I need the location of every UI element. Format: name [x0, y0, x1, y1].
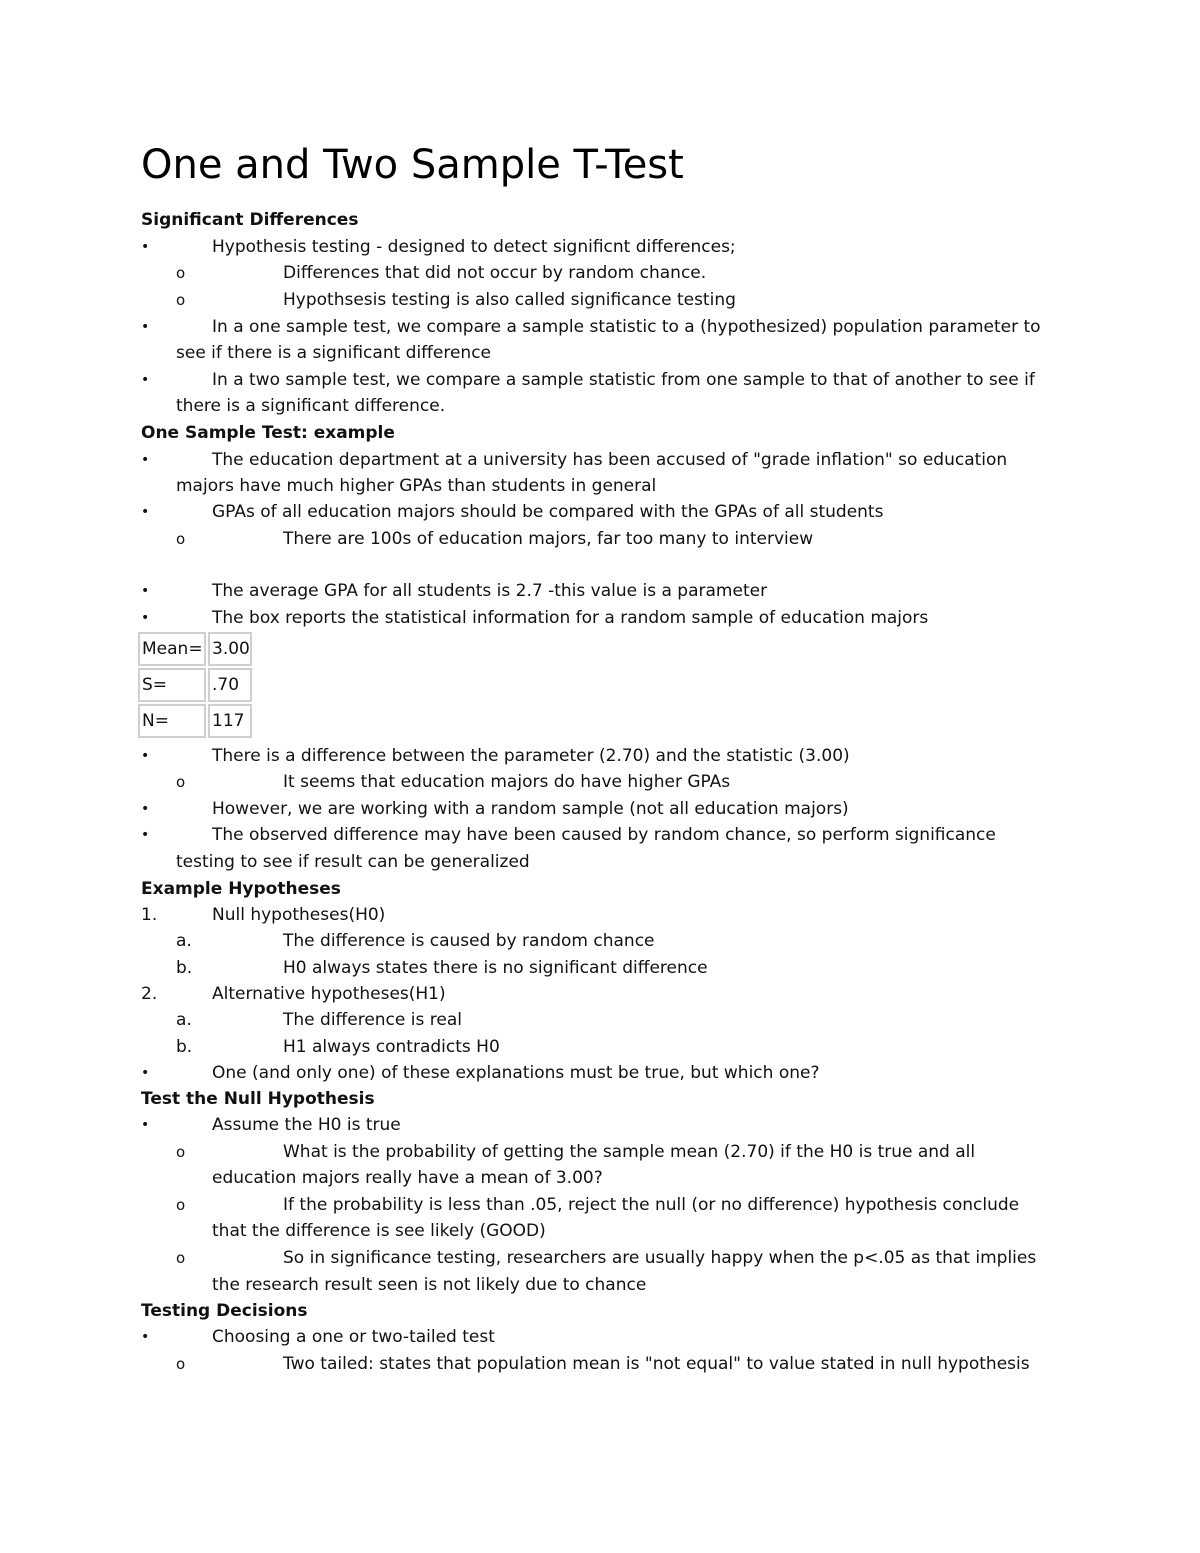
list-item — [0, 1034, 1200, 1060]
sub-bullet-marker: o — [176, 530, 186, 548]
list-item — [0, 902, 1200, 928]
table-cell-value: 117 — [208, 704, 252, 738]
bullet-marker: • — [141, 1329, 150, 1345]
list-item-text: However, we are working with a random sample (not all education majors) — [212, 799, 849, 819]
bullet-marker: • — [141, 748, 150, 764]
list-item — [0, 260, 1200, 286]
letter-marker: b. — [176, 1037, 193, 1057]
table-row — [138, 704, 252, 738]
list-item-text: There are 100s of education majors, far too many to interview — [283, 529, 814, 549]
sub-bullet-marker: o — [176, 264, 186, 282]
list-item — [0, 1324, 1200, 1350]
list-item-text: The education department at a university has been accused of "grade inﬂation" so education — [212, 450, 1008, 470]
list-item — [0, 605, 1200, 631]
list-item-continuation — [0, 473, 1200, 499]
list-item-text: the research result seen is not likely due to chance — [212, 1275, 647, 1295]
list-item — [0, 526, 1200, 552]
list-item-text: Null hypotheses(H0) — [212, 905, 386, 925]
bullet-marker: • — [141, 504, 150, 520]
bullet-marker: • — [141, 239, 150, 255]
list-item — [0, 769, 1200, 795]
list-item — [0, 955, 1200, 981]
list-item-text: Choosing a one or two-tailed test — [212, 1327, 495, 1347]
sub-bullet-marker: o — [176, 1143, 186, 1161]
number-marker: 1. — [141, 905, 158, 925]
list-item-continuation — [0, 393, 1200, 419]
letter-marker: a. — [176, 1010, 192, 1030]
list-item-text: The difference is caused by random chance — [283, 931, 655, 951]
sub-bullet-marker: o — [176, 291, 186, 309]
bullet-marker: • — [141, 372, 150, 388]
list-item-text: The average GPA for all students is 2.7 -this value is a parameter — [212, 581, 768, 601]
list-item-text: there is a signiﬁcant difference. — [176, 396, 446, 416]
list-item-text: The difference is real — [283, 1010, 462, 1030]
bullet-marker: • — [141, 1117, 150, 1133]
section-heading-significant-differences: Significant Differences — [141, 210, 359, 230]
table-cell-label: S= — [138, 668, 206, 702]
list-item-continuation — [0, 849, 1200, 875]
list-item-continuation — [0, 1218, 1200, 1244]
list-item — [0, 743, 1200, 769]
bullet-marker: • — [141, 319, 150, 335]
list-item — [0, 1112, 1200, 1138]
table-cell-value: .70 — [208, 668, 252, 702]
sub-bullet-marker: o — [176, 1249, 186, 1267]
list-item-text: Differences that did not occur by random chance. — [283, 263, 707, 283]
list-item-text: Hypothsesis testing is also called signiﬁcance testing — [283, 290, 736, 310]
list-item-text: majors have much higher GPAs than students in general — [176, 476, 657, 496]
list-item-text: Two tailed: states that population mean is "not equal" to value stated in null hypothesis — [283, 1354, 1030, 1374]
letter-marker: a. — [176, 931, 192, 951]
sub-bullet-marker: o — [176, 773, 186, 791]
list-item — [0, 822, 1200, 848]
list-item-text: Alternative hypotheses(H1) — [212, 984, 446, 1004]
list-item — [0, 1351, 1200, 1377]
list-item-text: In a two sample test, we compare a sample statistic from one sample to that of another to see if — [212, 370, 1035, 390]
list-item-text: There is a difference between the parameter (2.70) and the statistic (3.00) — [212, 746, 850, 766]
bullet-marker: • — [141, 827, 150, 843]
list-item — [0, 447, 1200, 473]
list-item-text: What is the probability of getting the sample mean (2.70) if the H0 is true and all — [283, 1142, 976, 1162]
table-cell-label: Mean= — [138, 632, 206, 666]
list-item-text: If the probability is less than .05, reject the null (or no difference) hypothesis conclude — [283, 1195, 1020, 1215]
list-item — [0, 1139, 1200, 1165]
list-item — [0, 499, 1200, 525]
list-item-text: One (and only one) of these explanations must be true, but which one? — [212, 1063, 820, 1083]
list-item-text: The box reports the statistical information for a random sample of education majors — [212, 608, 929, 628]
list-item — [0, 1192, 1200, 1218]
list-item-text: that the difference is see likely (GOOD) — [212, 1221, 546, 1241]
list-item — [0, 1245, 1200, 1271]
bullet-marker: • — [141, 1065, 150, 1081]
table-row — [138, 632, 252, 666]
list-item — [0, 1007, 1200, 1033]
statistics-table — [136, 630, 254, 740]
list-item — [0, 234, 1200, 260]
list-item-text: see if there is a signiﬁcant difference — [176, 343, 491, 363]
list-item-text: The observed difference may have been caused by random chance, so perform signiﬁcance — [212, 825, 996, 845]
list-item-text: education majors really have a mean of 3.00? — [212, 1168, 603, 1188]
sub-bullet-marker: o — [176, 1196, 186, 1214]
list-item — [0, 287, 1200, 313]
section-heading-example-hypotheses: Example Hypotheses — [141, 879, 341, 899]
list-item-continuation — [0, 1272, 1200, 1298]
bullet-marker: • — [141, 610, 150, 626]
bullet-marker: • — [141, 452, 150, 468]
list-item-text: So in signiﬁcance testing, researchers are usually happy when the p<.05 as that implies — [283, 1248, 1037, 1268]
letter-marker: b. — [176, 958, 193, 978]
number-marker: 2. — [141, 984, 158, 1004]
sub-bullet-marker: o — [176, 1355, 186, 1373]
list-item — [0, 981, 1200, 1007]
section-heading-one-sample-test: One Sample Test: example — [141, 423, 395, 443]
list-item — [0, 367, 1200, 393]
list-item-text: Hypothesis testing - designed to detect signiﬁcnt differences; — [212, 237, 736, 257]
list-item-text: Assume the H0 is true — [212, 1115, 401, 1135]
list-item — [0, 1060, 1200, 1086]
table-row — [138, 668, 252, 702]
section-heading-test-null-hypothesis: Test the Null Hypothesis — [141, 1089, 375, 1109]
list-item-text: H1 always contradicts H0 — [283, 1037, 500, 1057]
list-item-text: testing to see if result can be generalized — [176, 852, 530, 872]
list-item-text: It seems that education majors do have higher GPAs — [283, 772, 731, 792]
list-item-text: GPAs of all education majors should be compared with the GPAs of all students — [212, 502, 884, 522]
list-item — [0, 314, 1200, 340]
list-item — [0, 928, 1200, 954]
bullet-marker: • — [141, 583, 150, 599]
bullet-marker: • — [141, 801, 150, 817]
list-item-continuation — [0, 340, 1200, 366]
list-item-text: In a one sample test, we compare a sample statistic to a (hypothesized) population parameter to — [212, 317, 1041, 337]
list-item — [0, 578, 1200, 604]
table-cell-value: 3.00 — [208, 632, 252, 666]
section-heading-testing-decisions: Testing Decisions — [141, 1301, 308, 1321]
page-title: One and Two Sample T-Test — [141, 142, 684, 188]
list-item-text: H0 always states there is no signiﬁcant difference — [283, 958, 708, 978]
table-cell-label: N= — [138, 704, 206, 738]
list-item-continuation — [0, 1165, 1200, 1191]
list-item — [0, 796, 1200, 822]
